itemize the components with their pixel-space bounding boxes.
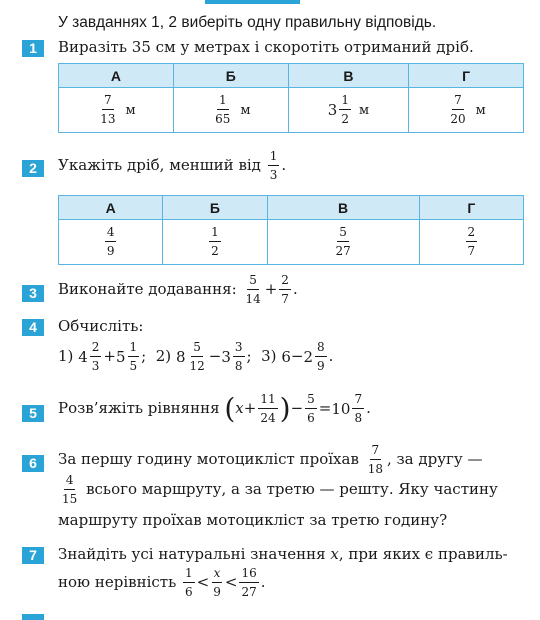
task-2-header-b: Б	[163, 196, 267, 220]
denominator: 6	[185, 585, 193, 599]
task-1-header-a: А	[59, 64, 174, 88]
equals-sign: =	[318, 399, 332, 417]
task-2-header-d: Г	[419, 196, 523, 220]
task-7-line-2	[58, 567, 266, 599]
less-than: <	[196, 573, 210, 591]
task-6-line-1	[58, 444, 483, 476]
task-6-text-3: всього маршруту, а за третю — решту. Яку частину	[86, 480, 498, 498]
numerator: 4	[105, 226, 117, 242]
denominator: 27	[241, 585, 257, 599]
separator: ;	[141, 347, 147, 365]
unit: м	[125, 102, 136, 118]
operator: −	[208, 347, 222, 365]
separator: ;	[246, 347, 252, 365]
task-2-answer-table	[58, 195, 524, 265]
denominator: 9	[317, 359, 325, 373]
period: .	[260, 573, 266, 591]
task-1-answer-c[interactable]	[288, 88, 408, 133]
task-7-text-2: , при яких є правиль-	[338, 545, 508, 563]
top-accent-bar	[205, 0, 300, 4]
denominator: 18	[367, 462, 383, 476]
task-1-number: 1	[22, 40, 44, 57]
numerator: 4	[64, 474, 76, 490]
period: .	[328, 347, 334, 365]
whole-part: 8	[175, 348, 186, 366]
numerator: x	[212, 567, 223, 583]
denominator: 3	[91, 359, 100, 373]
period: .	[366, 399, 371, 417]
task-3-text	[58, 274, 298, 306]
task-1-answer-b[interactable]	[173, 88, 288, 133]
denominator: 27	[335, 244, 351, 258]
numerator: 1	[339, 94, 351, 110]
task-6-text-2: , за другу —	[386, 450, 483, 468]
task-1-answer-table	[58, 63, 524, 133]
task-4-expressions	[58, 341, 333, 373]
numerator: 2	[279, 274, 291, 290]
denominator: 8	[234, 359, 243, 373]
task-6-line-3: маршруту проїхав мотоцикліст за третю годину?	[58, 511, 448, 529]
task-6-text-1: За першу годину мотоцикліст проїхав	[58, 450, 359, 468]
unit: м	[240, 102, 251, 118]
task-2-label: Укажіть дріб, менший від	[58, 156, 261, 174]
task-7-number: 7	[22, 547, 44, 564]
denominator: 7	[467, 244, 476, 258]
denominator: 7	[281, 292, 289, 306]
denominator: 14	[245, 292, 261, 306]
denominator: 9	[106, 244, 115, 258]
expr-2-label: 2)	[155, 347, 172, 365]
numerator: 7	[452, 94, 464, 110]
denominator: 3	[269, 168, 278, 182]
numerator: 1	[183, 567, 195, 583]
denominator: 12	[189, 359, 205, 373]
denominator: 8	[354, 411, 363, 425]
numerator: 5	[247, 274, 259, 290]
denominator: 24	[260, 411, 276, 425]
task-7-text-1: Знайдіть усі натуральні значення	[58, 545, 326, 563]
cut-off-next-line	[22, 614, 524, 620]
plus-sign: +	[243, 399, 257, 417]
numerator: 5	[191, 341, 203, 357]
task-3-label: Виконайте додавання:	[58, 280, 237, 298]
task-1-header-b: Б	[173, 64, 288, 88]
whole-part: 3	[327, 101, 338, 119]
task-2-header-c: В	[267, 196, 419, 220]
task-1-answer-d[interactable]	[409, 88, 524, 133]
variable-x: x	[235, 399, 244, 417]
numerator: 8	[315, 341, 327, 357]
task-3-number: 3	[22, 285, 44, 302]
denominator: 6	[307, 411, 315, 425]
numerator: 1	[128, 341, 140, 357]
task-1-text: Виразіть 35 см у метрах і скоротіть отриманий дріб.	[58, 38, 474, 56]
period: .	[292, 280, 298, 298]
task-5-number: 5	[22, 405, 44, 422]
numerator: 3	[233, 341, 245, 357]
numerator: 11	[258, 393, 277, 409]
task-1-answer-a[interactable]	[59, 88, 174, 133]
denominator: 20	[450, 112, 466, 126]
numerator: 2	[466, 226, 478, 242]
denominator: 2	[211, 244, 219, 258]
task-2-answer-a[interactable]	[59, 220, 163, 265]
whole-part: 4	[78, 348, 88, 366]
right-paren: )	[279, 392, 291, 425]
whole-part: 6	[281, 348, 291, 366]
numerator: 7	[352, 393, 364, 409]
whole-part: 2	[303, 348, 313, 366]
task-2-answer-b[interactable]	[163, 220, 267, 265]
left-paren: (	[224, 392, 236, 425]
task-4-text: Обчисліть:	[58, 317, 144, 335]
plus-sign: +	[264, 280, 278, 298]
task-4-number: 4	[22, 319, 44, 336]
whole-part: 3	[221, 348, 231, 366]
expr-1-label: 1)	[58, 347, 74, 365]
numerator: 1	[209, 226, 221, 242]
whole-part: 10	[331, 400, 351, 418]
task-5-text	[58, 393, 371, 425]
denominator: 65	[215, 112, 231, 126]
numerator: 5	[337, 226, 349, 242]
unit: м	[475, 102, 486, 118]
task-1-header-c: В	[288, 64, 408, 88]
denominator: 13	[100, 112, 116, 126]
task-1-header-d: Г	[409, 64, 524, 88]
expr-3-label: 3)	[261, 347, 277, 365]
task-6-number: 6	[22, 455, 44, 472]
numerator: 2	[90, 341, 102, 357]
less-than: <	[224, 573, 238, 591]
denominator: 2	[341, 112, 349, 126]
task-7-text-3: ною нерівність	[58, 573, 177, 591]
task-2-number: 2	[22, 160, 44, 177]
task-2-answer-c[interactable]	[267, 220, 419, 265]
task-6-line-2	[58, 474, 498, 506]
numerator: 5	[305, 393, 317, 409]
denominator: 5	[129, 359, 138, 373]
minus-sign: −	[290, 399, 304, 417]
variable-x: x	[330, 545, 339, 563]
whole-part: 5	[115, 348, 126, 366]
task-2-answer-d[interactable]	[419, 220, 523, 265]
task-7-line-1	[58, 545, 508, 563]
numerator: 7	[102, 94, 114, 110]
denominator: 9	[213, 585, 221, 599]
operator: −	[290, 347, 304, 365]
task-2-text	[58, 150, 286, 182]
numerator: 16	[239, 567, 258, 583]
numerator: 7	[370, 444, 382, 460]
instruction-text: У завданнях 1, 2 виберіть одну правильну відповідь.	[58, 14, 437, 31]
numerator: 1	[268, 150, 280, 166]
task-2-header-a: А	[59, 196, 163, 220]
denominator: 15	[62, 492, 78, 506]
next-task-number-fragment	[22, 614, 44, 620]
task-5-label: Розв’яжіть рівняння	[58, 399, 220, 417]
operator: +	[103, 347, 116, 365]
unit: м	[358, 102, 370, 118]
numerator: 1	[217, 94, 229, 110]
period: .	[281, 156, 287, 174]
